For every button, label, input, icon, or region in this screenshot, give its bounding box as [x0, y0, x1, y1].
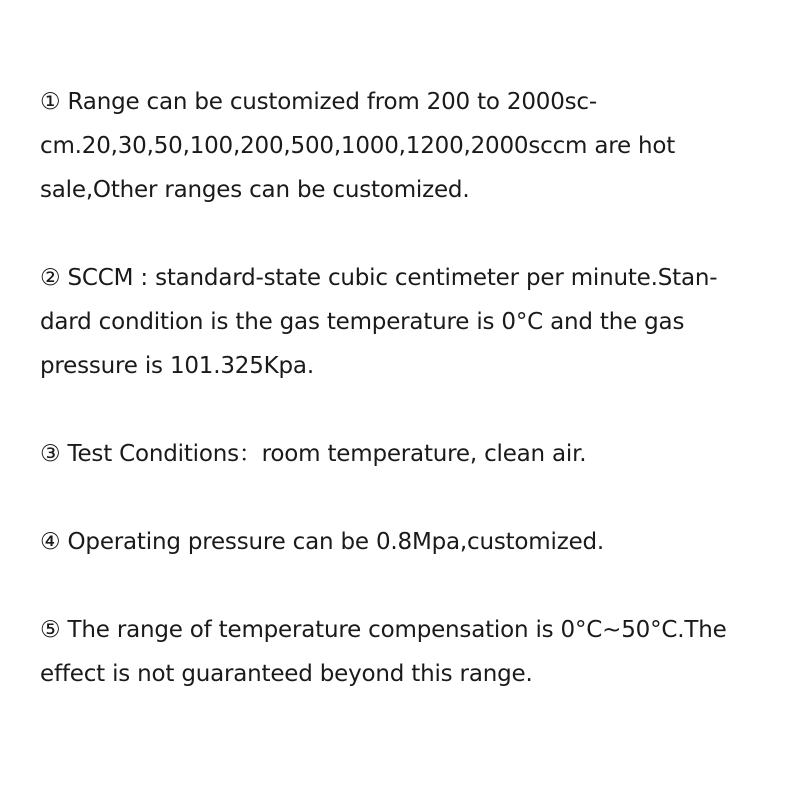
note-test-conditions [40, 432, 760, 476]
note-temperature-compensation [40, 608, 760, 696]
notes-list [40, 80, 760, 696]
note-range [40, 80, 760, 212]
note-line: ⑤ The range of temperature compensation is 0°C~50°C.The [40, 617, 727, 643]
note-line: ① Range can be customized from 200 to 2000sc- [40, 89, 597, 115]
note-line: dard condition is the gas temperature is 0°C and the gas [40, 309, 685, 335]
note-operating-pressure [40, 520, 760, 564]
note-line: sale,Other ranges can be customized. [40, 177, 470, 203]
note-line: ③ Test Conditions：room temperature, clean air. [40, 441, 587, 467]
note-line: pressure is 101.325Kpa. [40, 353, 314, 379]
note-line: effect is not guaranteed beyond this range. [40, 661, 533, 687]
note-line: ④ Operating pressure can be 0.8Mpa,customized. [40, 529, 605, 555]
note-line: ② SCCM : standard-state cubic centimeter per minute.Stan- [40, 265, 718, 291]
note-sccm-definition [40, 256, 760, 388]
note-line: cm.20,30,50,100,200,500,1000,1200,2000sccm are hot [40, 133, 676, 159]
